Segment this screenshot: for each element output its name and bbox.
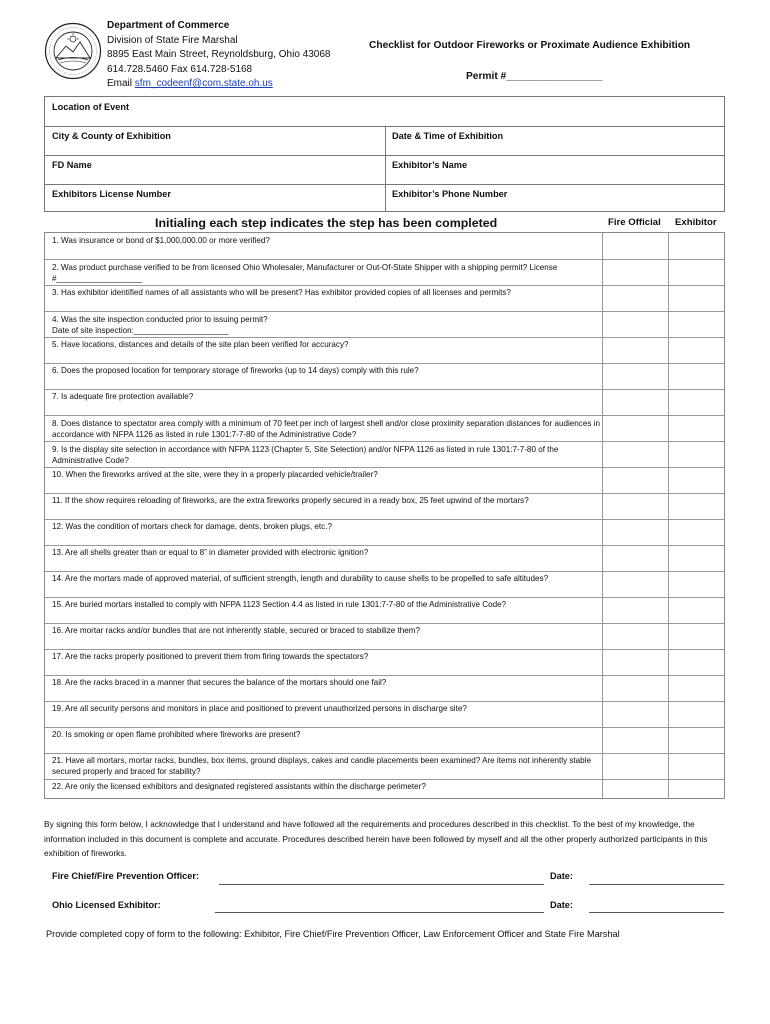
checklist-item: 4. Was the site inspection conducted prior to issuing permit? [52,315,268,324]
state-of-ohio-seal-icon [44,22,102,80]
exhibitor-date-label: Date: [550,900,573,910]
checklist-item: 11. If the show requires reloading of fireworks, are the extra fireworks properly secured in a ready box, 25 feet upwind of the mortars? [52,496,529,505]
fire-chief-date-line[interactable] [589,884,724,885]
row-divider [45,389,724,390]
acknowledgement-text: By signing this form below, I acknowledge that I understand and have followed all the requirements and procedures described in this checklist. To the best of my knowledge, the information included in this document is complete and accurate. Procedures described herein have been followed by myself and all the other properly authorized participants in this exhibition of fireworks. [44,819,708,859]
checklist-table [44,232,725,799]
location-of-event-label: Location of Event [52,102,130,112]
checklist-item: 8. Does distance to spectator area comply with a minimum of 70 feet per inch of largest shell and/or close proximity separation distances for audiences in accordance with NFPA 1126 as listed in rule 1301:7-7-80 of the Administrative Code? [52,419,600,440]
checklist-item: Date of site inspection:_____________________ [52,326,229,335]
checklist-item: 3. Has exhibitor identified names of all assistants who will be present? Has exhibitor provided copies of all licenses and permits? [52,288,511,297]
checklist-item: 12. Was the condition of mortars check for damage, dents, broken plugs, etc.? [52,522,332,531]
row-divider [45,519,724,520]
checklist-item: 17. Are the racks properly positioned to prevent them from firing towards the spectators? [52,652,369,661]
row-divider [45,467,724,468]
email-line [107,77,330,92]
city-county-label: City & County of Exhibition [52,131,171,141]
checklist-heading: Initialing each step indicates the step has been completed [155,216,498,230]
email-label: Email [107,78,133,90]
form-title: Checklist for Outdoor Fireworks or Proximate Audience Exhibition [369,40,691,51]
checklist-item: 21. Have all mortars, mortar racks, bundles, box items, ground displays, cakes and candle placements been examined? Are items not inherently stable secured properly and braced for stability? [52,756,591,777]
event-info-box [44,96,725,212]
row-divider [45,753,724,754]
exhibitor-phone-label: Exhibitor’s Phone Number [392,189,508,199]
column-divider [668,233,669,798]
exhibitor-name-label: Exhibitor’s Name [392,160,468,170]
checklist-item: 7. Is adequate fire protection available? [52,392,194,401]
row-divider [45,675,724,676]
fire-chief-signature-label: Fire Chief/Fire Prevention Officer: [52,871,200,881]
checklist-item: 10. When the fireworks arrived at the site, were they in a properly placarded vehicle/trailer? [52,470,378,479]
row-divider [45,259,724,260]
exhibitor-signature-line[interactable] [215,912,544,913]
checklist-item: 16. Are mortar racks and/or bundles that are not inherently stable, secured or braced to stabilize them? [52,626,421,635]
row-divider [45,727,724,728]
permit-number-field[interactable]: Permit #_________________ [466,71,603,82]
license-number-label: Exhibitors License Number [52,189,171,199]
info-column-divider [385,126,386,212]
checklist-item: 6. Does the proposed location for temporary storage of fireworks (up to 14 days) comply with this rule? [52,366,419,375]
row-divider [45,623,724,624]
checklist-item: 22. Are only the licensed exhibitors and designated registered assistants within the discharge perimeter? [52,782,426,791]
checklist-item: 2. Was product purchase verified to be from licensed Ohio Wholesaler, Manufacturer or Out-Of-State Shipper with a shipping permit? License #___________________ [52,263,558,284]
checklist-item: 19. Are all security persons and monitors in place and positioned to prevent unauthorized persons in discharge site? [52,704,467,713]
row-divider [45,285,724,286]
row-divider [45,493,724,494]
date-time-label: Date & Time of Exhibition [392,131,504,141]
department-name: Department of Commerce [107,20,230,31]
row-divider [45,597,724,598]
fire-chief-signature-line[interactable] [219,884,544,885]
row-divider [45,571,724,572]
row-divider [45,311,724,312]
exhibitor-signature-label: Ohio Licensed Exhibitor: [52,900,161,910]
checklist-item: 15. Are buried mortars installed to comply with NFPA 1123 Section 4.4 as listed in rule 1301:7-7-80 of the Administrative Code? [52,600,507,609]
column-divider [602,233,603,798]
fire-chief-date-label: Date: [550,871,573,881]
phone-fax: 614.728.5460 Fax 614.728-5168 [107,63,253,75]
street-address: 8895 East Main Street, Reynoldsburg, Ohio 43068 [107,49,331,61]
row-divider [45,649,724,650]
row-divider [45,441,724,442]
distribution-instructions: Provide completed copy of form to the following: Exhibitor, Fire Chief/Fire Prevention Officer, Law Enforcement Officer and State Fire Marshal [46,929,620,939]
checklist-item: 5. Have locations, distances and details of the site plan been verified for accuracy? [52,340,349,349]
fire-official-column-header: Fire Official [608,217,661,228]
checklist-item: 14. Are the mortars made of approved material, of sufficient strength, length and durability to cause shells to be propelled to safe altitudes? [52,574,549,583]
row-divider [45,415,724,416]
exhibitor-column-header: Exhibitor [675,217,717,228]
checklist-item: 18. Are the racks braced in a manner that secures the balance of the mortars should one fail? [52,678,387,687]
division-name: Division of State Fire Marshal [107,34,238,46]
checklist-item: 1. Was insurance or bond of $1,000,000.00 or more verified? [52,236,270,245]
email-link[interactable]: sfm_codeenf@com.state.oh.us [134,78,273,90]
exhibitor-date-line[interactable] [589,912,724,913]
row-divider [45,545,724,546]
row-divider [45,779,724,780]
agency-address-block [107,19,330,92]
row-divider [45,337,724,338]
checklist-item: 20. Is smoking or open flame prohibited where fireworks are present? [52,730,301,739]
row-divider [45,701,724,702]
checklist-item: 13. Are all shells greater than or equal to 8” in diameter provided with electronic ignition? [52,548,369,557]
checklist-item: 9. Is the display site selection in accordance with NFPA 1123 (Chapter 5, Site Selection) and/or NFPA 1126 as listed in rule 1301:7-7-80 of the Administrative Code? [52,445,559,466]
row-divider [45,363,724,364]
fd-name-label: FD Name [52,160,92,170]
